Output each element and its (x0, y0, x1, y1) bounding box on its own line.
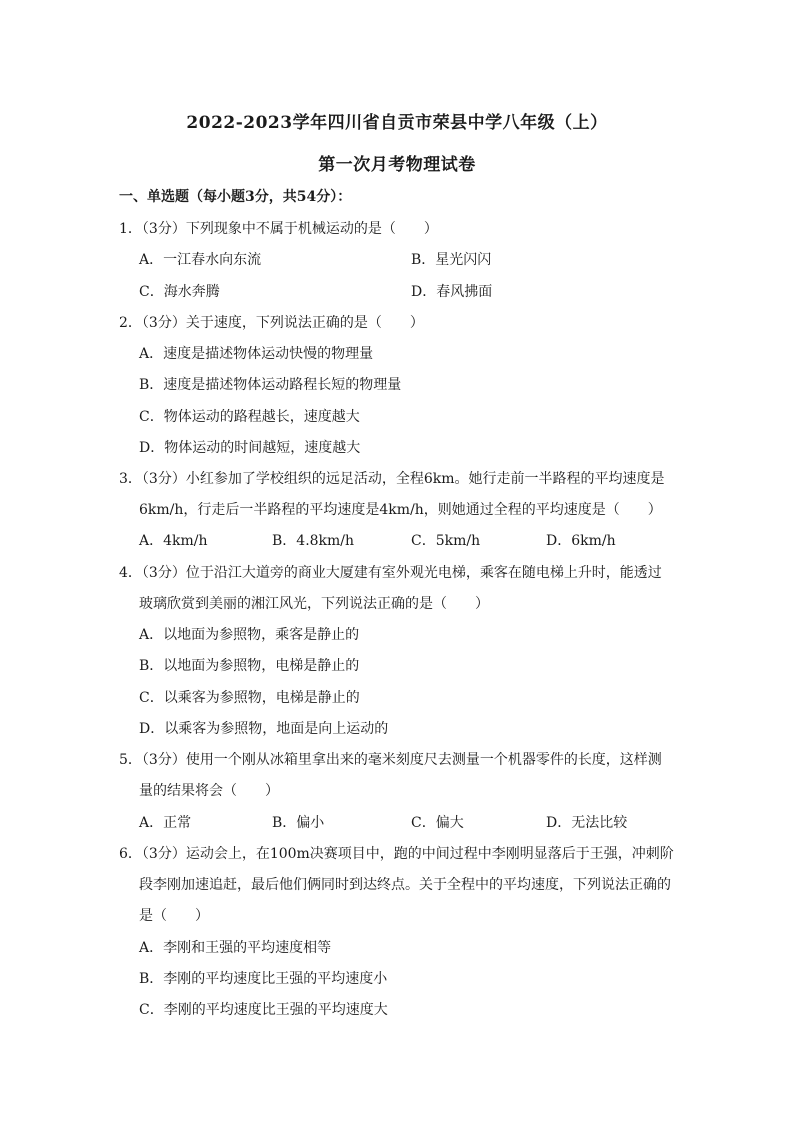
question-1-option-d: D．春风拂面 (411, 284, 493, 300)
question-6-stem-line1: 6．（3分）运动会上，在100m决赛项目中，跑的中间过程中李刚明显落后于王强，冲刺阶 (119, 846, 674, 862)
section-heading: 一、单选题（每小题3分，共54分）： (119, 189, 352, 205)
question-3-option-b: B．4.8km/h (272, 533, 355, 549)
question-5-stem-line2: 量的结果将会（ ） (139, 783, 279, 799)
question-1-option-b: B．星光闪闪 (411, 252, 492, 268)
question-1-option-c: C．海水奔腾 (139, 284, 220, 300)
question-3-option-d: D．6km/h (546, 533, 616, 549)
question-2-option-a: A．速度是描述物体运动快慢的物理量 (139, 346, 374, 362)
question-5-option-b: B．偏小 (272, 815, 325, 831)
question-4-option-c: C．以乘客为参照物，电梯是静止的 (139, 690, 360, 706)
question-2-stem: 2．（3分）关于速度，下列说法正确的是（ ） (119, 315, 424, 331)
exam-title-line1: 2022-2023学年四川省自贡市荣县中学八年级（上） (186, 113, 608, 133)
question-4-option-a: A．以地面为参照物，乘客是静止的 (139, 627, 360, 643)
question-6-option-a: A．李刚和王强的平均速度相等 (139, 940, 332, 956)
question-4-stem-line2: 玻璃欣赏到美丽的湘江风光，下列说法正确的是（ ） (139, 596, 489, 612)
question-6-option-c: C．李刚的平均速度比王强的平均速度大 (139, 1002, 388, 1018)
exam-title-line2: 第一次月考物理试卷 (318, 155, 476, 175)
question-3-option-c: C．5km/h (411, 533, 481, 549)
question-5-option-d: D．无法比较 (546, 815, 628, 831)
question-2-option-d: D．物体运动的时间越短，速度越大 (139, 440, 361, 456)
question-2-option-c: C．物体运动的路程越长，速度越大 (139, 409, 360, 425)
question-4-stem-line1: 4．（3分）位于沿江大道旁的商业大厦建有室外观光电梯，乘客在随电梯上升时，能透过 (119, 565, 662, 581)
question-6-option-b: B．李刚的平均速度比王强的平均速度小 (139, 971, 388, 987)
question-3-option-a: A．4km/h (139, 533, 208, 549)
question-1-option-a: A．一江春水向东流 (139, 252, 262, 268)
question-2-option-b: B．速度是描述物体运动路程长短的物理量 (139, 377, 402, 393)
question-6-stem-line2: 段李刚加速追赶，最后他们俩同时到达终点。关于全程中的平均速度，下列说法正确的 (139, 877, 671, 893)
question-4-option-d: D．以乘客为参照物，地面是向上运动的 (139, 721, 389, 737)
question-1-stem: 1．（3分）下列现象中不属于机械运动的是（ ） (119, 221, 438, 237)
question-3-stem-line1: 3．（3分）小红参加了学校组织的远足活动，全程6km。她行走前一半路程的平均速度是 (119, 471, 665, 487)
question-5-stem-line1: 5．（3分）使用一个刚从冰箱里拿出来的毫米刻度尺去测量一个机器零件的长度，这样测 (119, 752, 662, 768)
question-5-option-c: C．偏大 (411, 815, 464, 831)
question-4-option-b: B．以地面为参照物，电梯是静止的 (139, 658, 360, 674)
question-3-stem-line2: 6km/h，行走后一半路程的平均速度是4km/h，则她通过全程的平均速度是（ ） (139, 502, 662, 518)
question-5-option-a: A．正常 (139, 815, 192, 831)
question-6-stem-line3: 是（ ） (139, 908, 209, 924)
